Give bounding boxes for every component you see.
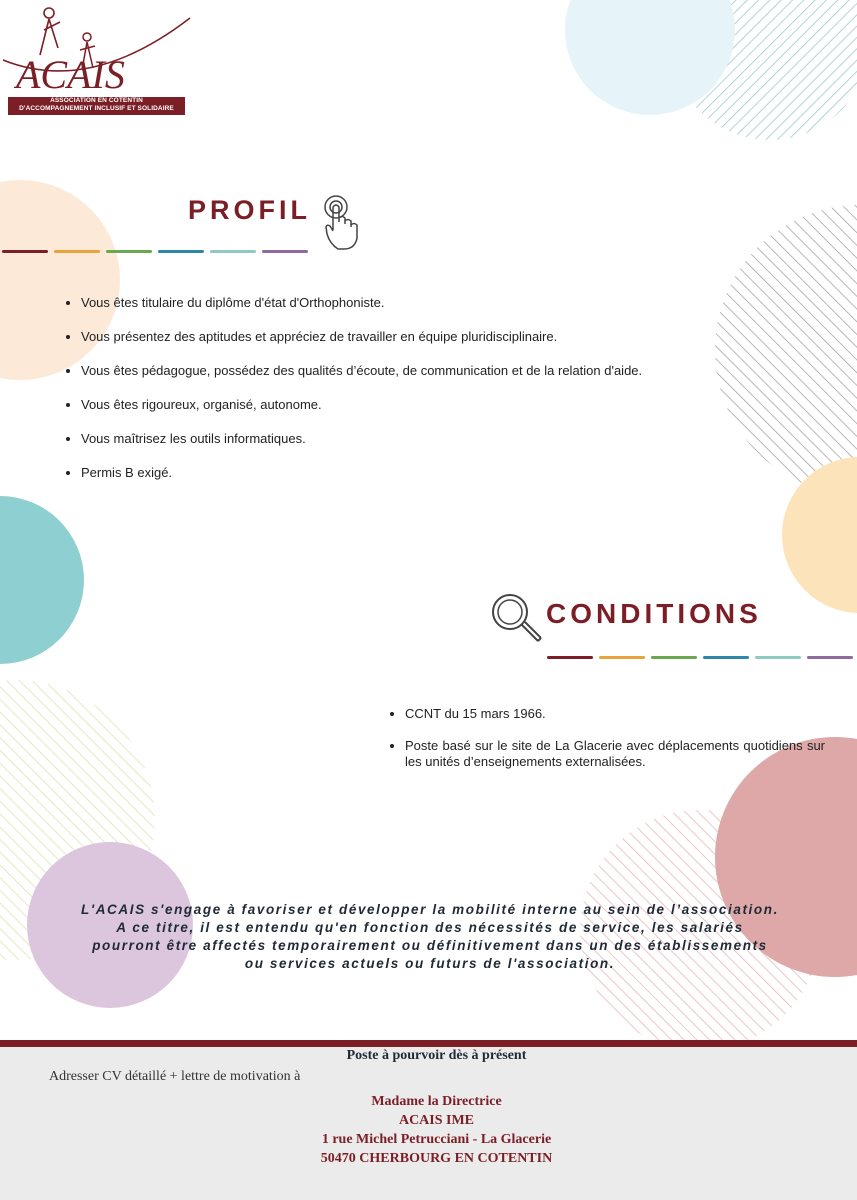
magnifier-icon: [488, 590, 544, 646]
list-item: Poste basé sur le site de La Glacerie avec déplacements quotidiens sur les unités d’enseignements externalisées.: [387, 738, 825, 770]
circle-orange: [782, 457, 857, 613]
divider-dash: [755, 656, 801, 659]
divider-dash: [262, 250, 308, 253]
logo-banner-line1: ASSOCIATION EN COTENTIN: [50, 97, 143, 104]
divider-dash: [2, 250, 48, 253]
address-line: 1 rue Michel Petrucciani - La Glacerie: [321, 1132, 552, 1147]
postal-address: [0, 1092, 857, 1168]
list-item: CCNT du 15 mars 1966.: [387, 706, 825, 722]
divider-dash: [106, 250, 152, 253]
divider-dash: [547, 656, 593, 659]
mobility-line: A ce titre, il est entendu qu'en fonction des nécessités de service, les salariés: [116, 920, 744, 935]
profil-divider: [2, 250, 308, 253]
divider-dash: [651, 656, 697, 659]
address-line: Madame la Directrice: [371, 1094, 502, 1109]
mobility-line: L'ACAIS s'engage à favoriser et développer la mobilité interne au sein de l’association.: [81, 902, 779, 917]
divider-dash: [599, 656, 645, 659]
logo-banner: [8, 97, 185, 115]
divider-dash: [158, 250, 204, 253]
list-item: Vous maîtrisez les outils informatiques.: [63, 431, 743, 447]
list-item: Vous êtes rigoureux, organisé, autonome.: [63, 397, 743, 413]
profil-title: PROFIL: [188, 195, 311, 225]
divider-dash: [210, 250, 256, 253]
conditions-list: [387, 706, 825, 786]
footer-bar: [0, 1040, 857, 1047]
poste-availability: Poste à pourvoir dès à présent: [346, 1048, 527, 1063]
profil-list: [63, 295, 743, 499]
divider-dash: [54, 250, 100, 253]
mobility-line: pourront être affectés temporairement ou définitivement dans un des établissements: [92, 938, 768, 953]
mobility-statement: [60, 901, 800, 973]
address-line: ACAIS IME: [398, 1113, 475, 1128]
address-line: 50470 CHERBOURG EN COTENTIN: [320, 1151, 553, 1166]
divider-dash: [703, 656, 749, 659]
list-item: Permis B exigé.: [63, 465, 743, 481]
pointing-hand-icon: [322, 194, 362, 252]
conditions-title: CONDITIONS: [546, 598, 762, 629]
conditions-divider: [547, 656, 853, 659]
circle-teal: [0, 496, 84, 664]
mobility-line: ou services actuels ou futurs de l'association.: [244, 956, 616, 971]
logo-text: ACAIS: [16, 52, 125, 97]
list-item: Vous êtes pédagogue, possédez des qualités d’écoute, de communication et de la relation d'aide.: [63, 363, 743, 379]
logo-banner-line2: D'ACCOMPAGNEMENT INCLUSIF ET SOLIDAIRE: [19, 105, 174, 112]
list-item: Vous présentez des aptitudes et appréciez de travailler en équipe pluridisciplinaire.: [63, 329, 743, 345]
list-item: Vous êtes titulaire du diplôme d'état d'Orthophoniste.: [63, 295, 743, 311]
logo-figures: [0, 0, 200, 100]
application-instructions: Adresser CV détaillé + lettre de motivation à: [49, 1069, 301, 1084]
acais-logo: [0, 0, 200, 120]
divider-dash: [807, 656, 853, 659]
